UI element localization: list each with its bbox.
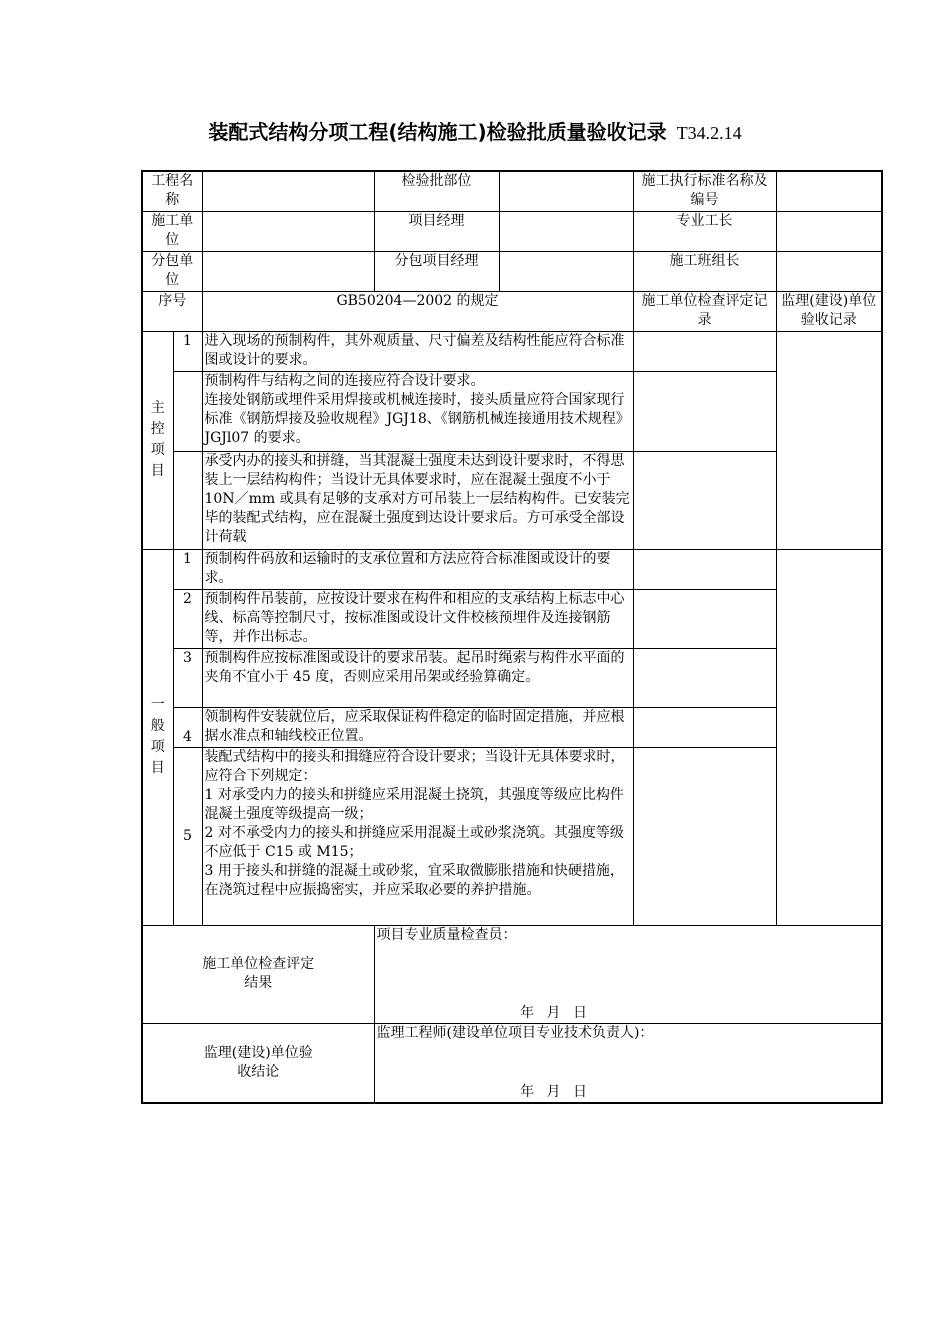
general-item-text: 预制构件码放和运输时的支承位置和方法应符合标准图或设计的要求。 (202, 549, 633, 589)
standard-value[interactable] (776, 171, 882, 211)
project-name-value[interactable] (202, 171, 374, 211)
general-item-text: 装配式结构中的接头和揖缝应符合设计要求；当设计无具体要求时，应符合下列规定： 1 对承受内力的接头和拼缝应采用混凝土挠筑，其强度等级应比构件混凝土强度等级提高一级； 2 对不承受内力的接头和拼缝应采用混凝土或砂浆浇筑。其强度等级不应低于 C15 或 M15； 3 用于接头和拼缝的混凝土或砂浆，宜采取微膨胀措施和快硬措施，在浇筑过程中应振捣密实，并应采取必要的养护措施。 (202, 747, 633, 925)
subcontractor-value[interactable] (202, 251, 374, 291)
inspector-label: 项目专业质量检查员： (376, 926, 517, 943)
team-leader-label: 施工班组长 (633, 251, 776, 291)
main-item-num (173, 371, 202, 451)
general-item-num: 2 (173, 589, 202, 648)
main-item-check[interactable] (633, 371, 776, 451)
form-code: T34.2.14 (676, 123, 742, 143)
engineer-label: 监理工程师(建设单位项目专业技术负责人)： (376, 1024, 654, 1041)
foreman-value[interactable] (776, 211, 882, 251)
project-manager-label: 项目经理 (374, 211, 499, 251)
main-items-label: 主控项目 (142, 331, 173, 549)
general-item-num: 1 (173, 549, 202, 589)
general-item-text: 预制构件吊装前，应按设计要求在构件和相应的支承结构上标志中心线、标高等控制尺寸，按标准图或设计文件校核预埋件及连接钢筋等，并作出标志。 (202, 589, 633, 648)
main-item-num (173, 451, 202, 549)
general-item-num: 3 (173, 648, 202, 707)
supervisor-record-header: 监理(建设)单位验收记录 (776, 291, 882, 331)
main-item-num: 1 (173, 331, 202, 371)
main-item-text: 预制构件与结构之间的连接应符合设计要求。 连接处钢筋或埋件采用焊接或机械连接时，接头质量应符合国家现行标准《钢筋焊接及验收规程》JGJ18、《钢筋机械连接通用技术规程》JGJl07 的要求。 (202, 371, 633, 451)
foreman-label: 专业工长 (633, 211, 776, 251)
sub-manager-label: 分包项目经理 (374, 251, 499, 291)
general-item-num: 4 (173, 707, 202, 747)
contractor-label: 施工单位 (142, 211, 202, 251)
general-item-check[interactable] (633, 648, 776, 707)
contractor-result-cell[interactable] (374, 925, 882, 1023)
batch-part-value[interactable] (499, 171, 633, 211)
supervisor-result-cell[interactable] (374, 1023, 882, 1103)
general-item-text: 预制构件应按标准图或设计的要求吊装。起吊时绳索与构件水平面的夹角不宜小于 45 度，否则应采用吊架或经验算确定。 (202, 648, 633, 707)
main-item-check[interactable] (633, 451, 776, 549)
sub-manager-value[interactable] (499, 251, 633, 291)
subcontractor-label: 分包单位 (142, 251, 202, 291)
inspection-record-table (141, 170, 883, 1104)
general-item-check[interactable] (633, 589, 776, 648)
general-item-text: 领制构件安装就位后，应采取保证构件稳定的临时固定措施，并应根据水准点和轴线校正位置。 (202, 707, 633, 747)
project-name-label: 工程名称 (142, 171, 202, 211)
standard-label: 施工执行标准名称及编号 (633, 171, 776, 211)
general-item-num: 5 (173, 747, 202, 925)
team-leader-value[interactable] (776, 251, 882, 291)
general-item-check[interactable] (633, 549, 776, 589)
contractor-record-header: 施工单位检查评定记录 (633, 291, 776, 331)
date-label: 年 月 日 (520, 1004, 591, 1021)
title-main: 装配式结构分项工程(结构施工)检验批质量验收记录 (208, 120, 667, 144)
regulation-header: GB50204—2002 的规定 (202, 291, 633, 331)
general-item-check[interactable] (633, 707, 776, 747)
page-title (0, 116, 950, 145)
batch-part-label: 检验批部位 (374, 171, 499, 211)
supervisor-result-label: 监理(建设)单位验收结论 (142, 1023, 374, 1103)
date-label-2: 年 月 日 (520, 1084, 591, 1100)
general-item-check[interactable] (633, 747, 776, 925)
main-item-check[interactable] (633, 331, 776, 371)
contractor-result-label: 施工单位检查评定结果 (142, 925, 374, 1023)
main-items-supervisor[interactable] (776, 331, 882, 549)
general-items-supervisor[interactable] (776, 549, 882, 925)
project-manager-value[interactable] (499, 211, 633, 251)
contractor-value[interactable] (202, 211, 374, 251)
seq-header: 序号 (142, 291, 202, 331)
main-item-text: 进入现场的预制构件，其外观质量、尺寸偏差及结构性能应符合标准图或设计的要求。 (202, 331, 633, 371)
general-items-label: 一般项目 (142, 549, 173, 925)
main-item-text: 承受内办的接头和拼缝，当其混凝土强度未达到设计要求时，不得思装上一层结构构件；当设计无具体要求时，应在混凝土强度不小于 10N／mm 或具有足够的支承对方可吊装上一层结构构件。已安装完毕的装配式结构，应在混凝土强度到达设计要求后。方可承受全部设计荷载 (202, 451, 633, 549)
